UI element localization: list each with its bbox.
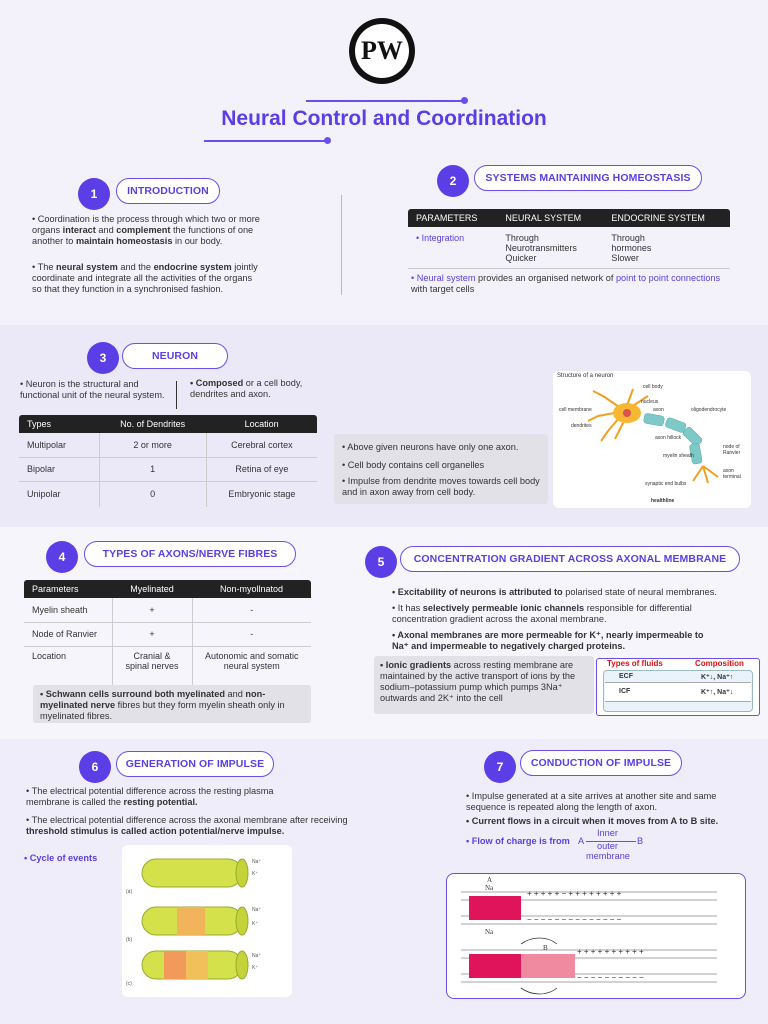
svg-text:A: A: [487, 876, 493, 884]
table-row: Myelin sheath + -: [24, 598, 311, 622]
title-dot-top: [461, 97, 468, 104]
flow-point-b: B: [637, 836, 644, 846]
conduction-text-1: • Impulse generated at a site arrives at another site and same sequence is repeated along the length of axon.: [466, 791, 717, 812]
section-number-2: 2: [437, 165, 469, 197]
svg-text:− − − − − − − − − −: − − − − − − − − − −: [577, 973, 644, 982]
fluids-ecf-composition: K⁺↓, Na⁺↑: [701, 674, 734, 681]
fluids-ecf-label: ECF: [619, 673, 633, 680]
svg-text:Na: Na: [485, 928, 494, 936]
fluids-header-composition: Composition: [695, 659, 744, 668]
col-header: Parameters: [24, 580, 112, 598]
impulse-generation-figure: [122, 845, 292, 997]
table-row: Location Cranial & spinal nerves Autonomic and somatic neural system: [24, 646, 311, 686]
section-number-7: 7: [484, 751, 516, 783]
neuron-definition: • Neuron is the structural and functional unit of the neural system.: [20, 379, 165, 400]
svg-text:K⁺: K⁺: [252, 871, 258, 877]
section-divider: [341, 195, 342, 295]
label-cell-body: cell body: [643, 384, 663, 390]
section-number-3: 3: [87, 342, 119, 374]
gradient-bullet-1: • Excitability of neurons is attributed to polarised state of neural membranes.: [392, 587, 717, 597]
col-header: NEURAL SYSTEM: [497, 209, 603, 227]
intro-paragraph-2: • The neural system and the endocrine system jointly coordinate and integrate all the activities of the organs so that they function in a synchronised fashion.: [32, 262, 258, 294]
fluids-icf-composition: K⁺↑, Na⁺↓: [701, 689, 734, 696]
table-row: Unipolar 0 Embryonic stage: [19, 481, 317, 507]
homeostasis-note: • Neural system provides an organised network of point to point connections with target cells: [411, 273, 721, 294]
svg-text:− − − − − − − − − − − − − −: − − − − − − − − − − − − − −: [527, 915, 622, 924]
neuron-types-table: [19, 415, 317, 507]
neuron-divider: [176, 381, 177, 409]
conduction-figure: [446, 873, 746, 999]
col-header: ENDOCRINE SYSTEM: [603, 209, 730, 227]
label-dendrites: dendrites: [571, 423, 592, 429]
schwann-note: • Schwann cells surround both myelinated and non-myelinated nerve fibres but they form myelin sheath only in myelinated fibres.: [40, 689, 285, 721]
section-number-5: 5: [365, 546, 397, 578]
svg-text:B: B: [543, 944, 548, 952]
svg-text:K⁺: K⁺: [252, 965, 258, 971]
svg-text:Na⁺: Na⁺: [252, 953, 262, 959]
section-title-neuron: NEURON: [122, 343, 228, 369]
figure-title: Structure of a neuron: [557, 373, 614, 379]
svg-text:K⁺: K⁺: [252, 921, 258, 927]
neuron-note-2: • Cell body contains cell organelles: [342, 460, 485, 470]
col-header: Myelinated: [112, 580, 192, 598]
row-param: • Integration: [416, 233, 465, 243]
neuron-structure-figure: [553, 371, 751, 508]
homeostasis-table-line: [408, 268, 730, 269]
gradient-bullet-2: • It has selectively permeable ionic channels responsible for differential concentration gradient across the axonal membrane.: [392, 603, 692, 624]
logo-text: PW: [361, 36, 403, 65]
axon-types-table: [24, 580, 311, 686]
section-number-4: 4: [46, 541, 78, 573]
svg-text:+ + + + + − + + + + + + + +: + + + + + − + + + + + + + +: [527, 889, 622, 898]
section-title-homeostasis: SYSTEMS MAINTAINING HOMEOSTASIS: [474, 165, 702, 191]
section-number-6: 6: [79, 751, 111, 783]
col-header: Non-myollnatod: [192, 580, 311, 598]
label-axon-terminal: axon terminal: [723, 468, 741, 480]
table-row: Bipolar 1 Retina of eye: [19, 457, 317, 481]
fluids-figure: [596, 658, 760, 716]
ionic-gradient-note: • Ionic gradients across resting membrane are maintained by the active transport of ions by the sodium–potassium pump which pumps 3Na⁺ outwards and 2K⁺ into the cell: [380, 660, 576, 703]
pw-logo: [349, 18, 415, 84]
cycle-of-events-label: • Cycle of events: [24, 853, 98, 863]
flow-outer: outer: [597, 841, 618, 851]
label-synaptic-end-bulbs: synaptic end bulbs: [645, 481, 687, 487]
endocrine-cell: Through hormones Slower: [611, 233, 652, 263]
label-oligodendrocyte: oligodendrocyte: [691, 407, 727, 413]
label-healthline: healthline: [651, 498, 675, 504]
label-myelin-sheath: myelin sheath: [663, 453, 694, 459]
neuron-illustration: [553, 371, 751, 508]
section-title-conduction-impulse: CONDUCTION OF IMPULSE: [520, 750, 682, 776]
label-axon-hillock: axon hillock: [655, 435, 682, 441]
action-potential-text: • The electrical potential difference across the axonal membrane after receiving threshold stimulus is called action potential/nerve impulse.: [26, 815, 348, 836]
svg-text:+ + + + + + + + + +: + + + + + + + + + +: [577, 947, 644, 956]
section-title-concentration-gradient: CONCENTRATION GRADIENT ACROSS AXONAL MEMBRANE: [400, 546, 740, 572]
svg-text:Na⁺: Na⁺: [252, 907, 262, 913]
table-row: Node of Ranvier + -: [24, 622, 311, 646]
col-header: PARAMETERS: [408, 209, 497, 227]
col-header: No. of Dendrites: [99, 415, 206, 433]
table-row: Multipolar 2 or more Cerebral cortex: [19, 433, 317, 457]
svg-text:Na⁺: Na⁺: [252, 859, 262, 865]
neuron-note-3: • Impulse from dendrite moves towards cell body and in axon away from cell body.: [342, 476, 540, 497]
section-title-introduction: INTRODUCTION: [116, 178, 220, 204]
title-underline-bottom: [204, 140, 328, 142]
label-axon: axon: [653, 407, 664, 413]
title-underline-top: [306, 100, 464, 102]
label-cell-membrane: cell membrane: [559, 407, 592, 413]
conduction-illustration: [447, 874, 747, 1000]
col-header: Types: [19, 415, 99, 433]
flow-membrane: membrane: [586, 851, 630, 861]
page-title: Neural Control and Coordination: [221, 107, 547, 130]
svg-text:(b): (b): [126, 937, 133, 943]
gradient-bullet-3: • Axonal membranes are more permeable for K⁺, nearly impermeable to Na⁺ and impermeable to negatively charged proteins.: [392, 630, 704, 651]
label-nucleus: nucleus: [641, 399, 659, 405]
conduction-text-2: • Current flows in a circuit when it moves from A to B site.: [466, 816, 719, 826]
neural-cell: Through Neurotransmitters Quicker: [505, 233, 577, 263]
svg-text:(c): (c): [126, 981, 132, 987]
resting-potential-text: • The electrical potential difference across the resting plasma membrane is called the resting potential.: [26, 786, 274, 807]
section-title-axon-types: TYPES OF AXONS/NERVE FIBRES: [84, 541, 296, 567]
section-number-1: 1: [78, 178, 110, 210]
neuron-composition: • Composed or a cell body, dendrites and axon.: [190, 378, 303, 399]
intro-paragraph-1: • Coordination is the process through which two or more organs interact and complement the functions of one another to maintain homeostasis in our body.: [32, 214, 260, 246]
impulse-cycle-illustration: [122, 845, 292, 997]
fluids-header-types: Types of fluids: [607, 659, 663, 668]
col-header: Location: [206, 415, 317, 433]
label-node-of-ranvier: node of Ranvier: [723, 444, 741, 456]
svg-text:Na: Na: [485, 884, 494, 892]
flow-of-charge-label: • Flow of charge is from: [466, 836, 570, 846]
svg-text:(a): (a): [126, 889, 133, 895]
section-title-generation-impulse: GENERATION OF IMPULSE: [116, 751, 274, 777]
homeostasis-table: [408, 209, 730, 263]
title-dot-bottom: [324, 137, 331, 144]
flow-point-a: A: [578, 836, 585, 846]
fluids-icf-label: ICF: [619, 688, 631, 695]
neuron-note-1: • Above given neurons have only one axon.: [342, 442, 519, 452]
flow-inner: Inner: [597, 828, 618, 838]
